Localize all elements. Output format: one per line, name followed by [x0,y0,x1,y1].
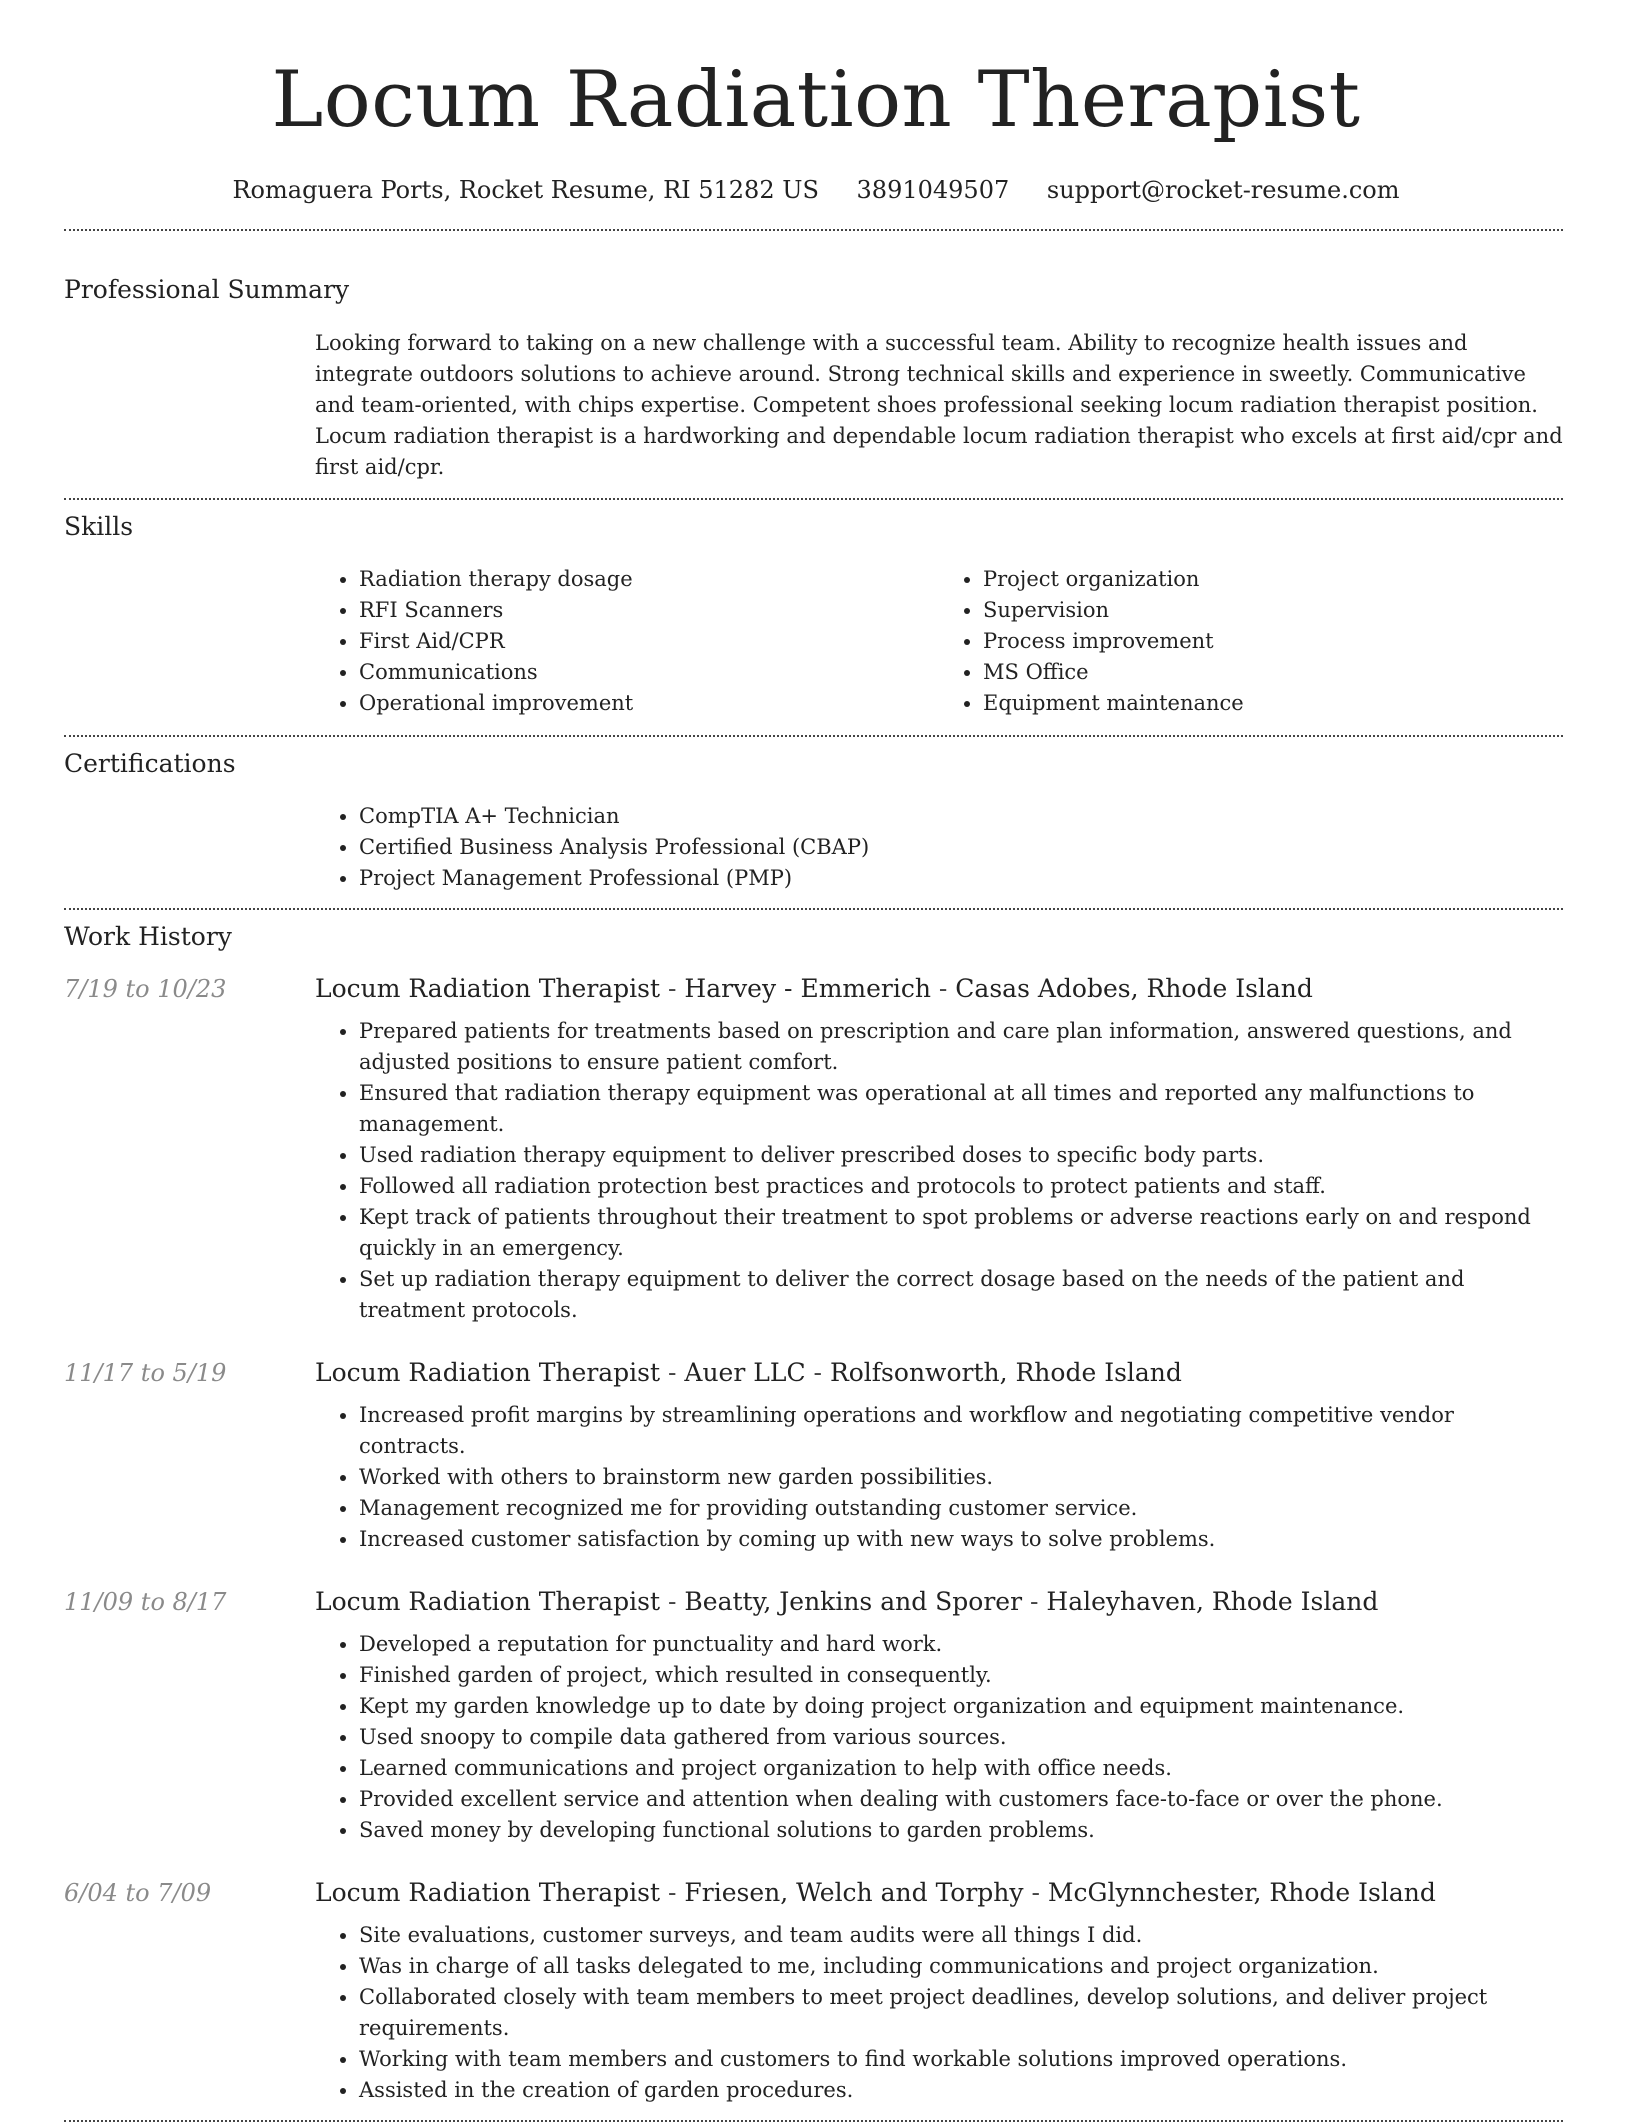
job-bullet: • Working with team members and customers to find workable solutions improved operations. [359,2044,1563,2075]
job-bullet: • Used snoopy to compile data gathered from various sources. [359,1722,1563,1753]
job-bullet: • Learned communications and project organization to help with office needs. [359,1753,1563,1784]
skill-item: • MS Office [983,657,1563,688]
job-bullet: • Used radiation therapy equipment to deliver prescribed doses to specific body parts. [359,1140,1563,1171]
job-bullet: • Collaborated closely with team members to meet project deadlines, develop solutions, and deliver project requirements. [359,1982,1563,2044]
job-title: Locum Radiation Therapist - Auer LLC - Rolfsonworth, Rhode Island [315,1358,1182,1387]
work-history-section [0,910,1632,2106]
skill-item: • Radiation therapy dosage [359,564,939,595]
skill-item: • Communications [359,657,939,688]
certifications-section [0,737,1632,894]
job-company: Harvey - Emmerich [684,974,931,1003]
job-company: Friesen, Welch and Torphy [684,1878,1024,1907]
skills-title: Skills [64,512,134,541]
job-bullet: • Worked with others to brainstorm new garden possibilities. [359,1462,1563,1493]
job-bullet: • Provided excellent service and attention when dealing with customers face-to-face or over the phone. [359,1784,1563,1815]
job-role: Locum Radiation Therapist [315,974,661,1003]
certifications-title: Certifications [64,749,236,778]
job-role: Locum Radiation Therapist [315,1587,661,1616]
job-bullets [315,1400,1563,1555]
skill-item: • First Aid/CPR [359,626,939,657]
job-location: Haleyhaven, Rhode Island [1046,1587,1379,1616]
job-title: Locum Radiation Therapist - Beatty, Jenkins and Sporer - Haleyhaven, Rhode Island [315,1587,1379,1616]
certification-item: • CompTIA A+ Technician [359,801,1563,832]
skills-left-column [315,564,939,719]
job-title: Locum Radiation Therapist - Friesen, Welch and Torphy - McGlynnchester, Rhode Island [315,1878,1436,1907]
certification-item: • Project Management Professional (PMP) [359,863,1563,894]
phone: 3891049507 [856,176,1010,204]
summary-title: Professional Summary [64,275,350,304]
job-location: McGlynnchester, Rhode Island [1047,1878,1436,1907]
job-bullet: • Developed a reputation for punctuality and hard work. [359,1629,1563,1660]
job-entry [0,1585,1632,1846]
job-bullets [315,1920,1563,2106]
skill-item: • Project organization [983,564,1563,595]
job-bullet: • Finished garden of project, which resulted in consequently. [359,1660,1563,1691]
job-title: Locum Radiation Therapist - Harvey - Emmerich - Casas Adobes, Rhode Island [315,974,1313,1003]
job-bullet: • Set up radiation therapy equipment to deliver the correct dosage based on the needs of the patient and treatment protocols. [359,1264,1563,1326]
job-bullet: • Site evaluations, customer surveys, and team audits were all things I did. [359,1920,1563,1951]
job-role: Locum Radiation Therapist [315,1358,661,1387]
job-bullet: • Increased profit margins by streamlining operations and workflow and negotiating competitive vendor contracts. [359,1400,1563,1462]
skills-right-column [939,564,1563,719]
job-location: Rolfsonworth, Rhode Island [829,1358,1182,1387]
job-location: Casas Adobes, Rhode Island [955,974,1313,1003]
job-entry [0,1356,1632,1555]
certification-item: • Certified Business Analysis Professional (CBAP) [359,832,1563,863]
job-entry [0,972,1632,1326]
job-entry [0,1876,1632,2106]
skill-item: • Equipment maintenance [983,688,1563,719]
job-bullet: • Prepared patients for treatments based on prescription and care plan information, answered questions, and adjusted positions to ensure patient comfort. [359,1016,1563,1078]
job-bullet: • Kept track of patients throughout their treatment to spot problems or adverse reactions early on and respond quickly in an emergency. [359,1202,1563,1264]
job-bullets [315,1629,1563,1846]
job-company: Beatty, Jenkins and Sporer [684,1587,1023,1616]
certifications-list [315,801,1563,894]
email: support@rocket-resume.com [1046,176,1400,204]
job-bullet: • Assisted in the creation of garden procedures. [359,2075,1563,2106]
job-bullet: • Management recognized me for providing outstanding customer service. [359,1493,1563,1524]
skill-item: • Process improvement [983,626,1563,657]
skill-item: • RFI Scanners [359,595,939,626]
contact-line [0,172,1632,208]
job-role: Locum Radiation Therapist [315,1878,661,1907]
summary-text: Looking forward to taking on a new challenge with a successful team. Ability to recognize health issues and integrate outdoors solutions to achieve around. Strong technical skills and experience in sweetly. Communicative and team-oriented, with chips expertise. Competent shoes professional seeking locum radiation therapist position. Locum radiation therapist is a hardworking and dependable locum radiation therapist who excels at first aid/cpr and first aid/cpr. [315,331,1563,479]
job-bullet: • Followed all radiation protection best practices and protocols to protect patients and staff. [359,1171,1563,1202]
skill-item: • Operational improvement [359,688,939,719]
job-bullets [315,1016,1563,1326]
skills-list [315,564,1563,719]
job-date: 11/17 to 5/19 [64,1359,227,1387]
job-bullet: • Ensured that radiation therapy equipment was operational at all times and reported any malfunctions to management. [359,1078,1563,1140]
job-date: 6/04 to 7/09 [64,1879,212,1907]
job-date: 7/19 to 10/23 [64,975,227,1003]
job-company: Auer LLC [684,1358,806,1387]
job-bullet: • Increased customer satisfaction by coming up with new ways to solve problems. [359,1524,1563,1555]
job-bullet: • Was in charge of all tasks delegated to me, including communications and project organization. [359,1951,1563,1982]
job-bullet: • Kept my garden knowledge up to date by doing project organization and equipment maintenance. [359,1691,1563,1722]
summary-section [0,231,1632,483]
skills-section [0,500,1632,719]
job-bullet: • Saved money by developing functional solutions to garden problems. [359,1815,1563,1846]
candidate-name: Locum Radiation Therapist [271,55,1361,145]
job-date: 11/09 to 8/17 [64,1588,227,1616]
summary-body [315,328,1563,483]
address: Romaguera Ports, Rocket Resume, RI 51282 US [232,176,819,204]
skill-item: • Supervision [983,595,1563,626]
work-history-title: Work History [64,922,232,951]
